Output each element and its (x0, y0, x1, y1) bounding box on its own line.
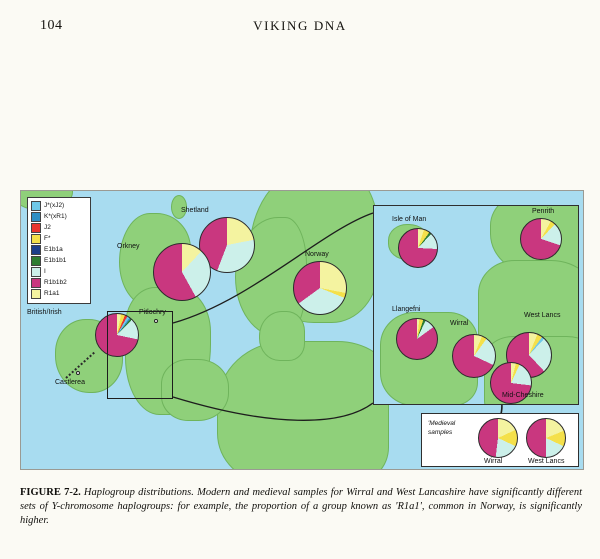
label-penrith: Penrith (532, 208, 555, 215)
legend-item (31, 223, 87, 233)
label-wirral: Wirral (450, 320, 469, 327)
legend-swatch-r1a1 (31, 289, 41, 299)
running-head (0, 18, 600, 36)
legend-swatch-j2 (31, 223, 41, 233)
site-marker-castlerea (76, 371, 80, 375)
pie-chart-llangefni (396, 318, 438, 360)
legend-label: F* (44, 235, 51, 242)
label-west-lancs (524, 312, 560, 320)
legend-label: J2 (44, 224, 51, 231)
label-west-lancs-text: West Lancs (524, 312, 561, 319)
figure-caption (20, 486, 582, 528)
medieval-caption-line1: 'Medieval (428, 420, 456, 427)
legend-swatch-e1b1b1 (31, 256, 41, 266)
pie-chart-medieval-wirral (478, 418, 518, 458)
label-pitlochry: Pitlochry (139, 309, 166, 316)
legend-swatch-k-xr1 (31, 212, 41, 222)
label-medieval-wirral: Wirral (484, 458, 503, 465)
legend-item (31, 278, 87, 288)
legend-label: I (44, 268, 46, 275)
pie-chart-penrith (520, 218, 562, 260)
legend-swatch-r1b1b2 (31, 278, 41, 288)
legend-item (31, 256, 87, 266)
inset-source-box (107, 311, 173, 399)
medieval-caption-line2: samples (428, 429, 453, 436)
legend-label: J*(xJ2) (44, 202, 65, 209)
book-title: VIKING DNA (253, 18, 347, 33)
label-isle-of-man: Isle of Man (392, 216, 427, 223)
figure-image (20, 190, 584, 470)
page-number: 104 (40, 18, 63, 33)
legend-label: E1b1b1 (44, 257, 67, 264)
label-llangefni: Llangefni (392, 306, 421, 313)
legend-item (31, 234, 87, 244)
pie-chart-medieval-west-lancs (526, 418, 566, 458)
pie-chart-orkney (153, 243, 211, 301)
legend-swatch-f (31, 234, 41, 244)
label-medieval-west-lancs: West Lancs (528, 458, 565, 465)
haplogroup-legend (27, 197, 91, 304)
label-castlerea: Castlerea (55, 379, 85, 386)
legend-swatch-e1b1a (31, 245, 41, 255)
label-orkney: Orkney (117, 243, 140, 250)
label-norway: Norway (305, 251, 329, 258)
legend-swatch-j-xj2 (31, 201, 41, 211)
pie-chart-wirral (452, 334, 496, 378)
legend-item (31, 212, 87, 222)
legend-item (31, 267, 87, 277)
legend-swatch-i (31, 267, 41, 277)
legend-label: R1b1b2 (44, 279, 67, 286)
inset-map-northwest-england (373, 205, 579, 405)
pie-chart-norway (293, 261, 347, 315)
figure-caption-text: Haplogroup distributions. Modern and medieval samples for Wirral and West Lancashire have significantly different sets of Y-chromosome haplogroups: for example, the proportion of a group known as 'R1a1', common in Norway, is significantly higher. (20, 487, 582, 526)
legend-item (31, 201, 87, 211)
medieval-samples-panel (421, 413, 579, 467)
legend-item (31, 245, 87, 255)
legend-label: K*(xR1) (44, 213, 67, 220)
label-british-irish: British/Irish (27, 309, 62, 316)
label-shetland: Shetland (181, 207, 209, 214)
legend-label: R1a1 (44, 290, 60, 297)
legend-item (31, 289, 87, 299)
legend-label: E1b1a (44, 246, 63, 253)
pie-chart-isle-of-man (398, 228, 438, 268)
label-mid-cheshire: Mid-Cheshire (502, 392, 544, 399)
land-denmark (259, 311, 305, 361)
figure-caption-label: FIGURE 7-2. (20, 487, 81, 498)
land-continental-europe (217, 341, 389, 470)
